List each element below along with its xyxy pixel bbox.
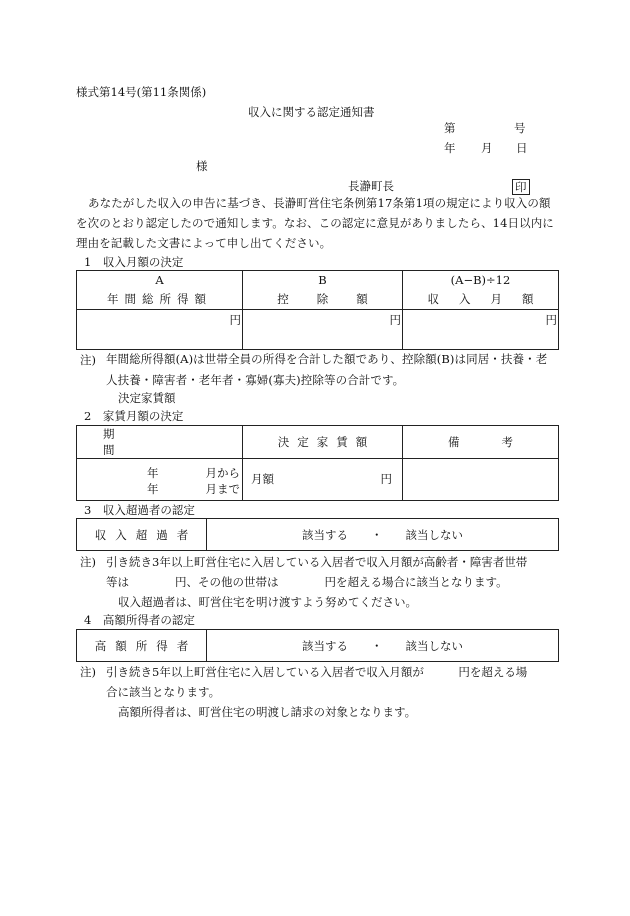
form-number: 様式第14号(第11条関係) — [76, 85, 207, 99]
rent-header: 決定家賃額 — [243, 426, 403, 459]
period-header — [77, 426, 243, 459]
col-a-letter: A — [155, 273, 164, 287]
col-b-header — [243, 271, 403, 310]
issuer-name: 長瀞町長 — [348, 179, 394, 193]
section4-note-line1: 引き続き5年以上町営住宅に入居している入居者で収入月額が 円を超える場 — [106, 665, 528, 679]
section3-note-label: 注) — [80, 555, 96, 569]
section3-note-line3: 収入超過者は、町営住宅を明け渡すよう努めてください。 — [118, 595, 417, 609]
section1-note-label: 注) — [80, 353, 96, 367]
section3-note-line2: 等は 円、その他の世帯は 円を超える場合に該当となります。 — [106, 575, 508, 589]
rent-yen-unit: 円 — [380, 471, 392, 486]
col-a-label: 年間総所得額 — [107, 292, 212, 306]
yen-unit: 円 — [389, 313, 401, 327]
section3-heading: 3 収入超過者の認定 — [84, 503, 195, 517]
excess-income-options: 該当する ・ 該当しない — [207, 519, 559, 551]
period-from-month: 月から — [205, 465, 240, 480]
section3-note-line1: 引き続き3年以上町営住宅に入居している入居者で収入月額が高齢者・障害者世帯 — [106, 555, 528, 569]
income-table-value-row — [77, 310, 559, 350]
rent-table — [76, 425, 559, 501]
section4-note-line3: 高額所得者は、町営住宅の明渡し請求の対象となります。 — [118, 705, 417, 719]
document-title: 収入に関する認定通知書 — [248, 105, 375, 119]
period-label: 期間 — [103, 427, 211, 457]
income-table-header-row — [77, 271, 559, 310]
col-a-header — [77, 271, 243, 310]
section4-note-line2: 合に該当となります。 — [106, 685, 221, 699]
rent-table-header-row — [77, 426, 559, 459]
col-b-letter: B — [318, 273, 327, 287]
col-a-value — [77, 310, 243, 350]
high-income-options: 該当する ・ 該当しない — [207, 630, 559, 662]
addressee-sama: 様 — [196, 159, 208, 173]
high-income-table — [76, 629, 559, 662]
decided-rent-label: 決定家賃額 — [118, 391, 176, 405]
number-go: 号 — [514, 121, 526, 135]
period-from-year: 年 — [147, 465, 159, 480]
excess-income-table — [76, 518, 559, 551]
section1-note: 年間総所得額(A)は世帯全員の所得を合計した額であり、控除額(B)は同居・扶養・老人扶養・障害者・老年者・寡婦(寡夫)控除等の合計です。 — [106, 352, 548, 387]
excess-income-row — [77, 519, 559, 551]
yen-unit: 円 — [545, 313, 557, 327]
remarks-value-cell — [403, 459, 559, 501]
col-b-label: 控除額 — [277, 292, 396, 306]
number-dai: 第 — [444, 121, 456, 135]
excess-income-label: 収入超過者 — [77, 519, 207, 551]
period-until-month: 月まで — [205, 481, 240, 496]
col-c-header — [403, 271, 559, 310]
remarks-header: 備考 — [403, 426, 559, 459]
high-income-label: 高額所得者 — [77, 630, 207, 662]
rent-value-cell — [243, 459, 403, 501]
rent-table-value-row — [77, 459, 559, 501]
seal-text: 印 — [512, 179, 530, 195]
col-b-value — [243, 310, 403, 350]
intro-paragraph: あなたがした収入の申告に基づき、長瀞町営住宅条例第17条第1項の規定により収入の額を次のとおり認定したので通知します。なお、この認定に意見がありましたら、14日以内に理由を記載した文書によって申し出てください。 — [76, 196, 554, 250]
yen-unit: 円 — [229, 313, 241, 327]
monthly-label: 月額 — [251, 471, 274, 486]
date-year: 年 — [444, 141, 456, 155]
section4-heading: 4 高額所得者の認定 — [84, 613, 195, 627]
col-c-label: 収入月額 — [427, 292, 554, 306]
section1-heading: 1 収入月額の決定 — [84, 255, 184, 269]
section2-heading: 2 家賃月額の決定 — [84, 409, 184, 423]
section4-note-label: 注) — [80, 665, 96, 679]
income-table — [76, 270, 559, 350]
period-until-year: 年 — [147, 481, 159, 496]
date-month: 月 — [481, 141, 493, 155]
col-c-formula: (A−B)÷12 — [450, 273, 511, 287]
period-cell — [77, 459, 243, 501]
high-income-row — [77, 630, 559, 662]
col-c-value — [403, 310, 559, 350]
date-day: 日 — [516, 141, 528, 155]
